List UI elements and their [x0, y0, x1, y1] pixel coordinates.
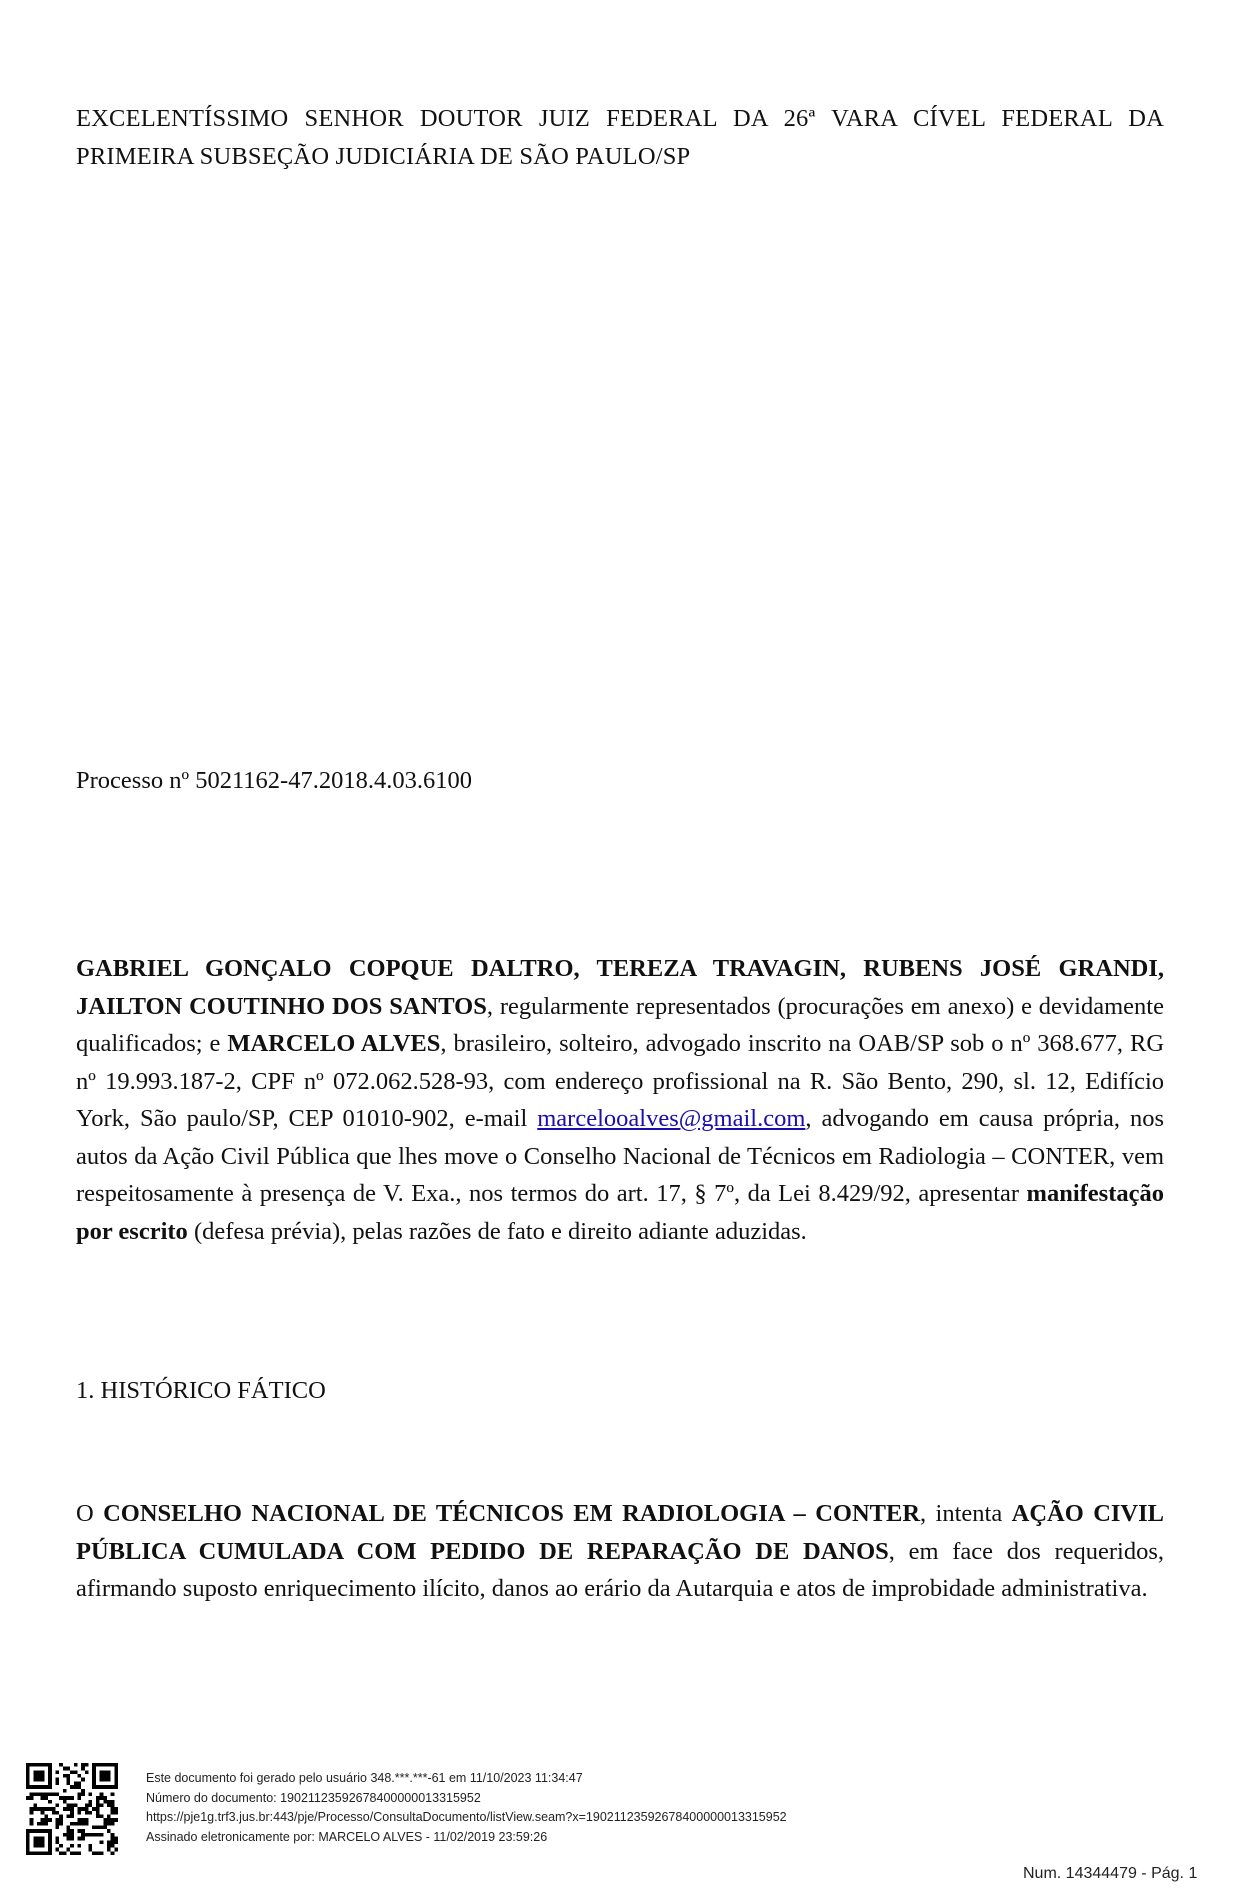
bold-term: manifestação por escrito [76, 1180, 1164, 1245]
qr-code-icon [26, 1763, 118, 1855]
intro-paragraph [76, 950, 1164, 1250]
action-name: AÇÃO CIVIL PÚBLICA CUMULADA COM PEDIDO DE REPARAÇÃO DE DANOS [76, 1500, 1164, 1565]
lawyer-name: MARCELO ALVES [227, 1030, 441, 1057]
footer-info [146, 1769, 787, 1847]
intro-text-3: , advogando em causa própria, nos autos da Ação Civil Pública que lhes move o Conselho Nacional de Técnicos em Radiologia – CONTER, vem respeitosamente à presença de V. Exa., nos termos do art. 17, § 7º, da Lei 8.429/92, apresentar [76, 1105, 1165, 1207]
intro-text-4: (defesa prévia), pelas razões de fato e direito adiante aduzidas. [187, 1217, 807, 1245]
parties-names: GABRIEL GONÇALO COPQUE DALTRO, TEREZA TRAVAGIN, RUBENS JOSÉ GRANDI, JAILTON COUTINHO DOS SANTOS [76, 955, 1164, 1020]
footer-url[interactable]: https://pje1g.trf3.jus.br:443/pje/Processo/ConsultaDocumento/listView.seam?x=19021123592678400000013315952 [146, 1810, 787, 1824]
page-number: Num. 14344479 - Pág. 1 [1023, 1865, 1198, 1882]
footer-document-number: Número do documento: 19021123592678400000013315952 [146, 1790, 481, 1805]
entity-name: CONSELHO NACIONAL DE TÉCNICOS EM RADIOLOGIA – CONTER [103, 1500, 921, 1527]
footer-generated-line: Este documento foi gerado pelo usuário 348.***.***-61 em 11/10/2023 11:34:47 [146, 1771, 583, 1785]
email-link[interactable]: marcelooalves@gmail.com [537, 1105, 806, 1132]
body-text-2: , em face dos requeridos, afirmando suposto enriquecimento ilícito, danos ao erário da Autarquia e atos de improbidade administrativa. [76, 1537, 1164, 1602]
addressee-header: EXCELENTÍSSIMO SENHOR DOUTOR JUIZ FEDERAL DA 26ª VARA CÍVEL FEDERAL DA PRIMEIRA SUBSEÇÃO JUDICIÁRIA DE SÃO PAULO/SP [76, 105, 1164, 170]
process-number: Processo nº 5021162-47.2018.4.03.6100 [76, 767, 472, 794]
footer-signature-line: Assinado eletronicamente por: MARCELO ALVES - 11/02/2019 23:59:26 [146, 1829, 548, 1844]
body-prefix: O [76, 1500, 104, 1527]
document-footer [0, 1755, 1240, 1900]
intro-text-2: , brasileiro, solteiro, advogado inscrito na OAB/SP sob o nº 368.677, RG nº 19.993.187-2, CPF nº 072.062.528-93, com endereço profissional na R. São Bento, 290, sl. 12, Edifício York, São paulo/SP, CEP 01010-902, e-mail [76, 1030, 1165, 1132]
section-title: 1. HISTÓRICO FÁTICO [76, 1377, 326, 1404]
body-text-1: , intenta [920, 1500, 1012, 1527]
historico-paragraph [76, 1495, 1164, 1608]
intro-text-1: , regularmente representados (procurações em anexo) e devidamente qualificados; e [76, 992, 1164, 1057]
